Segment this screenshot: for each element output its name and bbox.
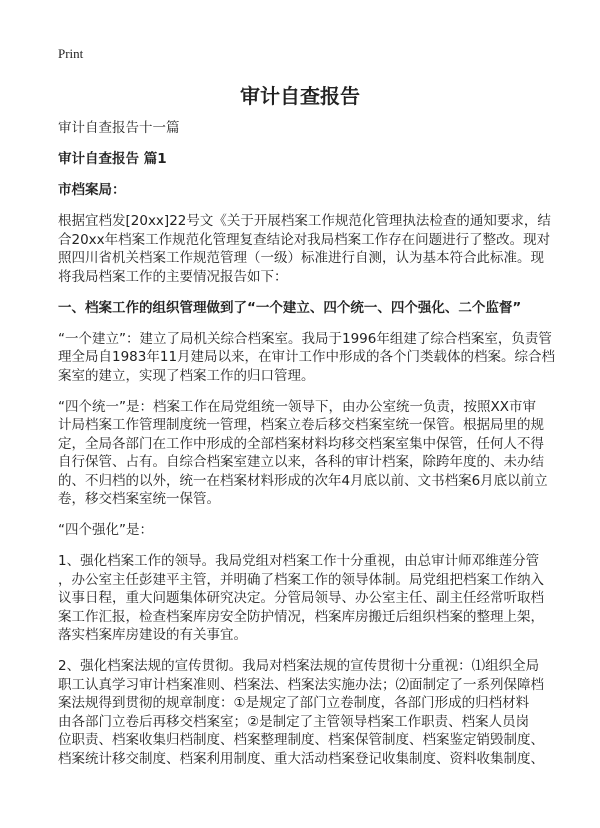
text-line: 案法规得到贯彻的规章制度：①是规定了部门立卷制度，各部门形成的归档材料 xyxy=(58,695,530,711)
text-line: 落实档案库房建设的有关事宜。 xyxy=(58,627,247,643)
paragraph xyxy=(58,330,558,386)
text-line: 理全局自1983年11月建局以来，在审计工作中形成的各个门类载体的档案。综合档 xyxy=(58,349,556,365)
text-line: 市档案局： xyxy=(58,182,126,198)
text-line: 计局档案工作管理制度统一管理，档案立卷后移交档案室统一保管。根据局里的规 xyxy=(58,417,544,433)
text-line: 自行保管、占有。自综合档案室建立以来，各科的审计档案，除跨年度的、未办结 xyxy=(58,454,544,470)
text-line: 由各部门立卷后再移交档案室；②是制定了主管领导档案工作职责、档案人员岗 xyxy=(58,713,530,730)
text-line: 议事日程，重大问题集体研究决定。分管局领导、办公室主任、副主任经常听取档 xyxy=(58,590,544,606)
text-line: 1、强化档案工作的领导。我局党组对档案工作十分重视，由总审计师邓维莲分管 xyxy=(58,553,540,569)
text-line: 的、不归档的以外，统一在档案材料形成的次年4月底以前、文书档案6月底以前立 xyxy=(58,472,548,489)
text-line: 案室的建立，实现了档案工作的归口管理。 xyxy=(58,367,315,384)
document-body xyxy=(58,119,558,781)
text-line: “四个强化”是： xyxy=(58,522,153,538)
text-line: 档案统计移交制度、档案利用制度、重大活动档案登记收集制度、资料收集制度、 xyxy=(58,750,544,767)
text-line: “一个建立”：建立了局机关综合档案室。我局于1996年组建了综合档案室，负责管 xyxy=(58,330,552,347)
text-line: 定，全局各部门在工作中形成的全部档案材料均移交档案室集中保管，任何人不得 xyxy=(58,435,544,452)
text-line: 2、强化档案法规的宣传贯彻。我局对档案法规的宣传贯彻十分重视：⑴组织全局 xyxy=(58,658,540,674)
section-heading xyxy=(58,181,558,200)
section-heading xyxy=(58,299,558,318)
text-line: 卷，移交档案室统一保管。 xyxy=(58,491,220,507)
paragraph xyxy=(58,521,558,540)
paragraph xyxy=(58,398,558,509)
text-line: 审计自查报告十一篇 xyxy=(58,120,180,136)
text-line: 根据宜档发[20xx]22号文《关于开展档案工作规范化管理执法检查的通知要求，结 xyxy=(58,213,551,229)
text-line: 照四川省机关档案工作规范管理（一级）标准进行自测，认为基本符合此标准。现 xyxy=(58,250,544,266)
paragraph xyxy=(58,552,558,645)
text-line: 将我局档案工作的主要情况报告如下： xyxy=(58,268,288,285)
text-line: 职工认真学习审计档案准则、档案法、档案法实施办法；⑵面制定了一系列保障档 xyxy=(58,676,544,693)
text-line: 合20xx年档案工作规范化管理复查结论对我局档案工作存在问题进行了整改。现对 xyxy=(58,231,551,248)
section-heading xyxy=(58,150,558,169)
text-line: 案工作汇报，检查档案库房安全防护情况，档案库房搬迁后组织档案的整理上架， xyxy=(58,608,544,625)
text-line: 审计自查报告 篇1 xyxy=(58,151,167,167)
paragraph xyxy=(58,119,558,138)
text-line: 一、档案工作的组织管理做到了“一个建立、四个统一、四个强化、二个监督” xyxy=(58,299,522,316)
text-line: 位职责、档案收集归档制度、档案整理制度、档案保管制度、档案鉴定销毁制度、 xyxy=(58,732,544,748)
paragraph xyxy=(58,657,558,768)
document-title: 审计自查报告 xyxy=(240,84,360,108)
text-line: ，办公室主任彭建平主管，并明确了档案工作的领导体制。局党组把档案工作纳入 xyxy=(58,571,544,588)
text-line: “四个统一”是：档案工作在局党组统一领导下，由办公室统一负责，按照XX市审 xyxy=(58,398,536,415)
print-link[interactable]: Print xyxy=(58,46,84,61)
paragraph xyxy=(58,212,558,286)
